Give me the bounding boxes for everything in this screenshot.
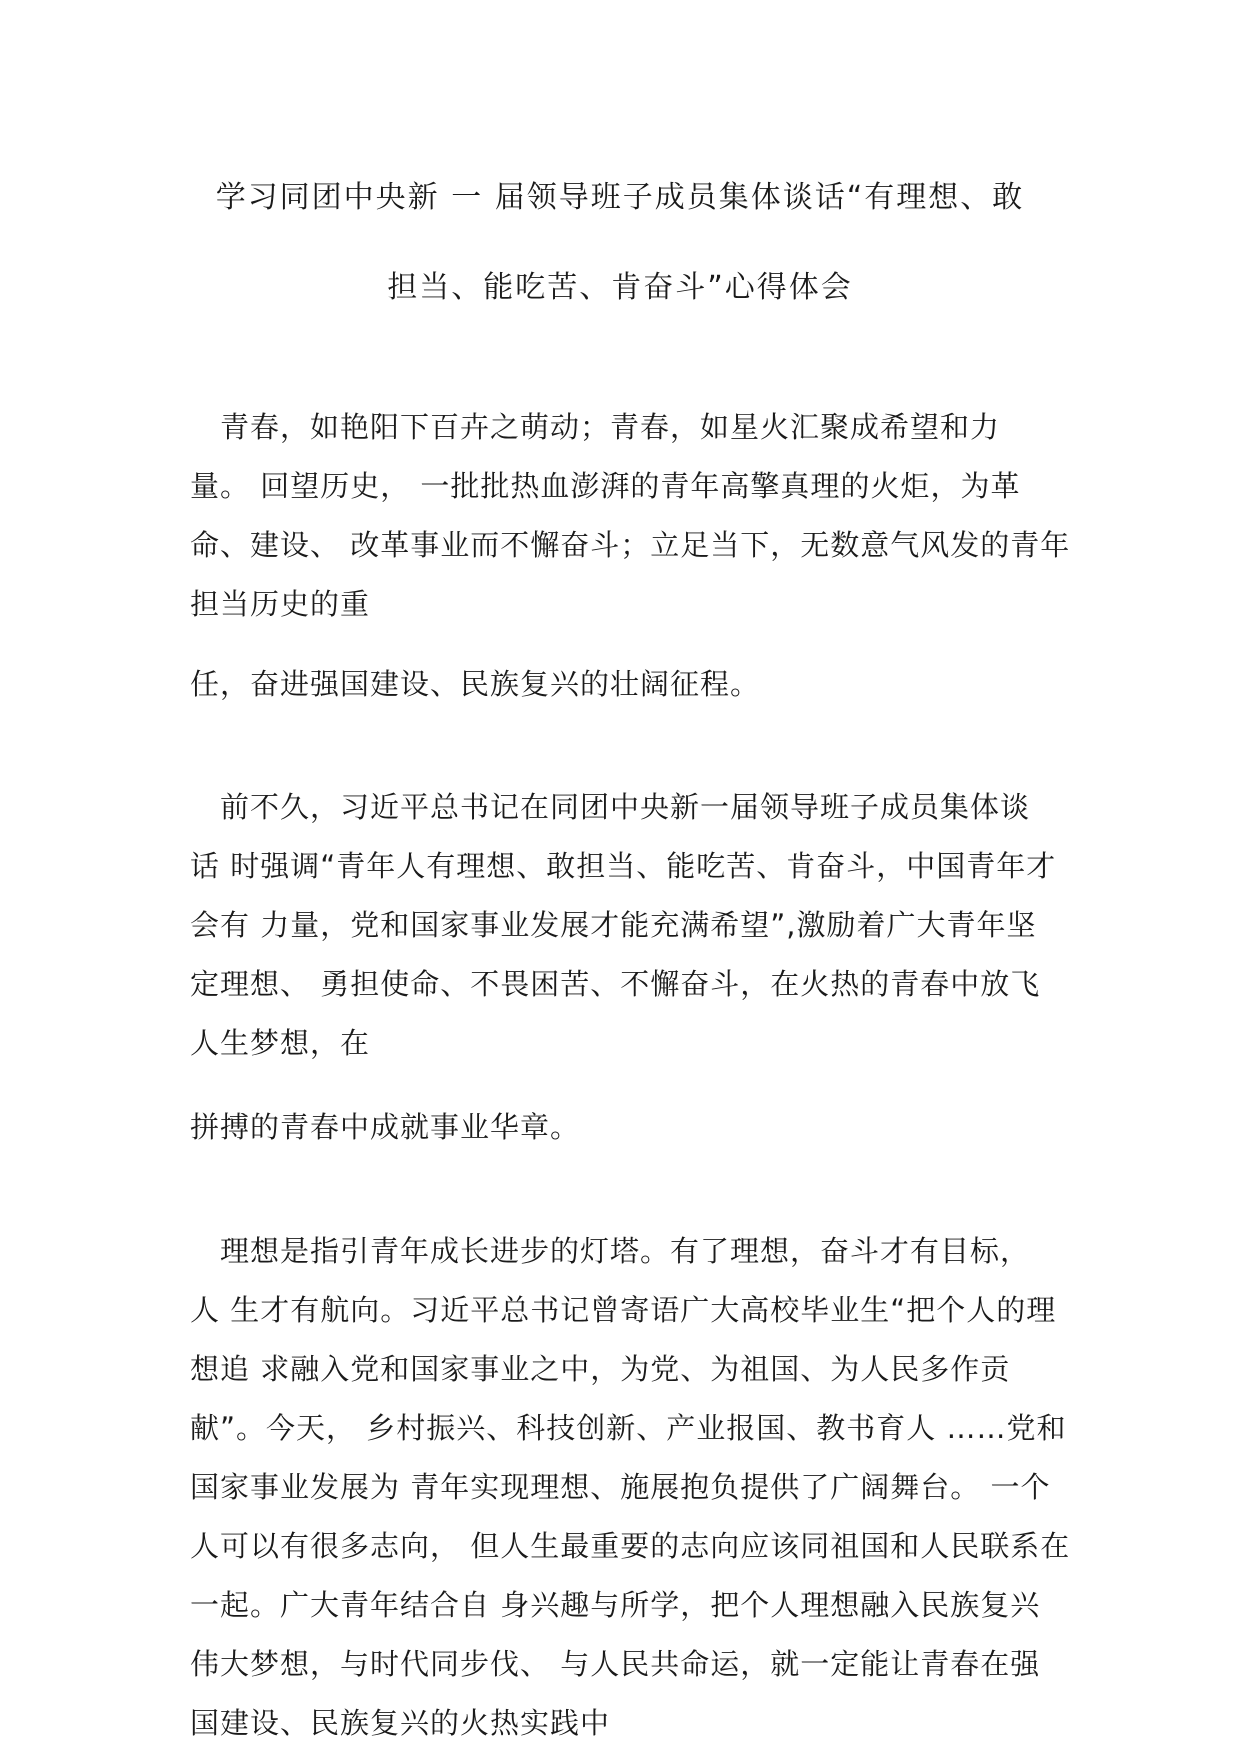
paragraph-line: 一起。广大青年结合自 身兴趣与所学，把个人理想融入民族复兴	[190, 1588, 1041, 1622]
paragraph-line: 人生梦想，在	[190, 1026, 371, 1060]
paragraph-line: 定理想、 勇担使命、不畏困苦、不懈奋斗，在火热的青春中放飞	[190, 967, 1041, 1001]
paragraph-line: 人 生才有航向。习近平总书记曾寄语广大高校毕业生“把个人的理	[190, 1293, 1057, 1327]
paragraph-line: 拼搏的青春中成就事业华章。	[190, 1110, 581, 1144]
paragraph-line: 担当历史的重	[190, 587, 371, 621]
paragraph-line: 国建设、民族复兴的火热实践中	[190, 1706, 611, 1740]
paragraph-line: 献”。今天， 乡村振兴、科技创新、产业报国、教书育人 ……党和	[190, 1411, 1067, 1445]
paragraph-1-tail	[190, 655, 1070, 714]
paragraph-2	[190, 778, 1070, 1073]
paragraph-line: 青春，如艳阳下百卉之萌动；青春，如星火汇聚成希望和力	[190, 410, 1001, 444]
paragraph-line: 人可以有很多志向， 但人生最重要的志向应该同祖国和人民联系在	[190, 1529, 1071, 1563]
paragraph-line: 命、建设、 改革事业而不懈奋斗；立足当下，无数意气风发的青年	[190, 528, 1071, 562]
paragraph-line: 话 时强调“青年人有理想、敢担当、能吃苦、肯奋斗，中国青年才	[190, 849, 1057, 883]
paragraph-line: 任，奋进强国建设、民族复兴的壮阔征程。	[190, 667, 761, 701]
paragraph-line: 国家事业发展为 青年实现理想、施展抱负提供了广阔舞台。 一个	[190, 1470, 1051, 1504]
paragraph-line: 会有 力量，党和国家事业发展才能充满希望”,激励着广大青年坚	[190, 908, 1037, 942]
paragraph-3	[190, 1222, 1070, 1753]
paragraph-line: 量。 回望历史， 一批批热血澎湃的青年高擎真理的火炬，为革	[190, 469, 1021, 503]
paragraph-line: 想追 求融入党和国家事业之中，为党、为祖国、为人民多作贡	[190, 1352, 1011, 1386]
paragraph-1	[190, 398, 1070, 634]
paragraph-line: 理想是指引青年成长进步的灯塔。有了理想，奋斗才有目标，	[190, 1234, 1031, 1268]
title-line-2: 担当、能吃苦、肯奋斗”心得体会	[387, 270, 853, 305]
paragraph-2-tail	[190, 1098, 1070, 1157]
title-line-1: 学习同团中央新 一 届领导班子成员集体谈话“有理想、敢	[215, 180, 1025, 215]
paragraph-line: 伟大梦想，与时代同步伐、 与人民共命运，就一定能让青春在强	[190, 1647, 1041, 1681]
paragraph-line: 前不久，习近平总书记在同团中央新一届领导班子成员集体谈	[190, 790, 1031, 824]
